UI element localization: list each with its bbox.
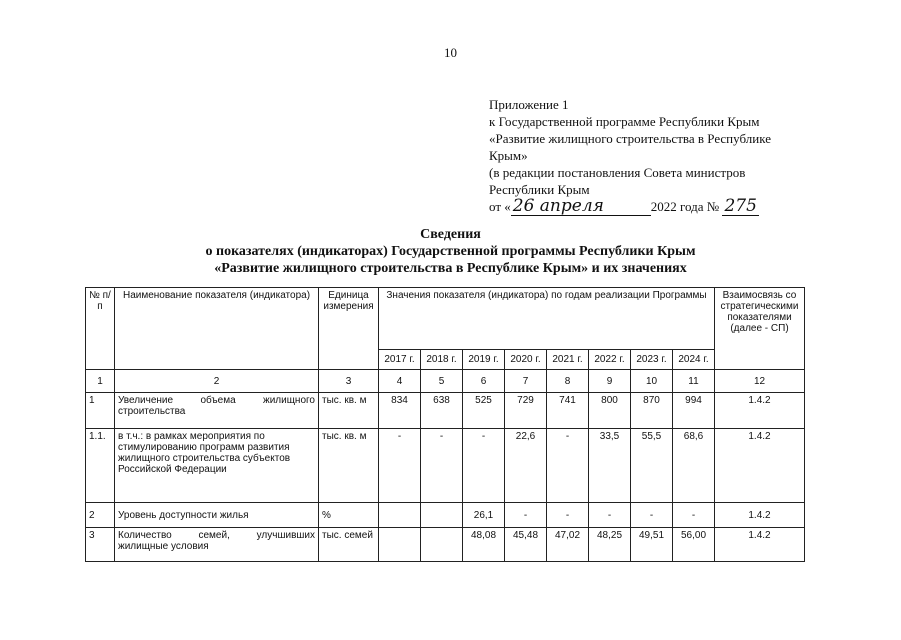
column-number: 9 bbox=[589, 370, 631, 393]
date-suffix: 2022 года № bbox=[650, 199, 720, 214]
value-cell: 68,6 bbox=[673, 429, 715, 503]
value-cell: 994 bbox=[673, 393, 715, 429]
column-number: 5 bbox=[421, 370, 463, 393]
value-cell: 834 bbox=[379, 393, 421, 429]
value-cell: - bbox=[547, 429, 589, 503]
column-number: 2 bbox=[115, 370, 319, 393]
date-prefix: от « bbox=[489, 199, 511, 214]
row-name: в т.ч.: в рамках мероприятия по стимулированию программ развития жилищного строительства субъектов Российской Федерации bbox=[115, 429, 319, 503]
appendix-line: Приложение 1 bbox=[489, 97, 569, 112]
column-number: 8 bbox=[547, 370, 589, 393]
year-cell: 2018 г. bbox=[421, 350, 463, 370]
value-cell: 49,51 bbox=[631, 528, 673, 562]
column-number: 11 bbox=[673, 370, 715, 393]
value-cell: 56,00 bbox=[673, 528, 715, 562]
value-cell: 33,5 bbox=[589, 429, 631, 503]
year-cell: 2024 г. bbox=[673, 350, 715, 370]
year-cell: 2020 г. bbox=[505, 350, 547, 370]
appendix-line: к Государственной программе Республики Крым bbox=[489, 114, 760, 129]
value-cell: - bbox=[505, 503, 547, 528]
column-number: 7 bbox=[505, 370, 547, 393]
value-cell: 48,08 bbox=[463, 528, 505, 562]
row-name: Уровень доступности жилья bbox=[115, 503, 319, 528]
header-unit: Единица измерения bbox=[319, 288, 379, 370]
year-cell: 2023 г. bbox=[631, 350, 673, 370]
value-cell: - bbox=[547, 503, 589, 528]
value-cell bbox=[421, 503, 463, 528]
table-row bbox=[86, 503, 805, 528]
value-cell: 741 bbox=[547, 393, 589, 429]
value-cell: 45,48 bbox=[505, 528, 547, 562]
row-name: Увеличение объема жилищного строительства bbox=[115, 393, 319, 429]
table-row bbox=[86, 528, 805, 562]
value-cell: 48,25 bbox=[589, 528, 631, 562]
year-cell: 2022 г. bbox=[589, 350, 631, 370]
value-cell: - bbox=[631, 503, 673, 528]
column-number: 4 bbox=[379, 370, 421, 393]
year-cell: 2021 г. bbox=[547, 350, 589, 370]
row-unit: тыс. кв. м bbox=[319, 393, 379, 429]
row-num: 1 bbox=[86, 393, 115, 429]
handwritten-date: 26 апреля bbox=[511, 198, 651, 216]
page-number: 10 bbox=[444, 45, 457, 60]
value-cell: 47,02 bbox=[547, 528, 589, 562]
header-values: Значения показателя (индикатора) по годам реализации Программы bbox=[379, 288, 715, 350]
value-cell: 22,6 bbox=[505, 429, 547, 503]
appendix-line: Крым» bbox=[489, 148, 528, 163]
row-num: 3 bbox=[86, 528, 115, 562]
row-num: 2 bbox=[86, 503, 115, 528]
value-cell: 55,5 bbox=[631, 429, 673, 503]
column-number: 6 bbox=[463, 370, 505, 393]
value-cell: - bbox=[589, 503, 631, 528]
value-cell: - bbox=[421, 429, 463, 503]
appendix-block bbox=[489, 96, 789, 216]
value-cell bbox=[379, 503, 421, 528]
row-unit: тыс. семей bbox=[319, 528, 379, 562]
handwritten-number: 275 bbox=[724, 196, 757, 216]
table-row bbox=[86, 429, 805, 503]
title-line: Сведения bbox=[420, 227, 481, 242]
appendix-line: (в редакции постановления Совета министров bbox=[489, 165, 746, 180]
indicators-table bbox=[85, 287, 805, 562]
row-link: 1.4.2 bbox=[715, 393, 805, 429]
value-cell: 729 bbox=[505, 393, 547, 429]
row-unit: тыс. кв. м bbox=[319, 429, 379, 503]
title-line: «Развитие жилищного строительства в Республике Крым» и их значениях bbox=[214, 261, 687, 276]
row-link: 1.4.2 bbox=[715, 429, 805, 503]
value-cell: - bbox=[379, 429, 421, 503]
value-cell bbox=[379, 528, 421, 562]
year-cell: 2019 г. bbox=[463, 350, 505, 370]
appendix-date-line bbox=[489, 198, 789, 216]
appendix-line: «Развитие жилищного строительства в Республике bbox=[489, 131, 771, 146]
column-number: 1 bbox=[86, 370, 115, 393]
column-number: 3 bbox=[319, 370, 379, 393]
value-cell bbox=[421, 528, 463, 562]
value-cell: 525 bbox=[463, 393, 505, 429]
row-unit: % bbox=[319, 503, 379, 528]
document-title bbox=[0, 226, 901, 277]
year-cell: 2017 г. bbox=[379, 350, 421, 370]
value-cell: 800 bbox=[589, 393, 631, 429]
value-cell: 870 bbox=[631, 393, 673, 429]
header-num: № п/п bbox=[86, 288, 115, 370]
value-cell: - bbox=[463, 429, 505, 503]
row-link: 1.4.2 bbox=[715, 503, 805, 528]
row-num: 1.1. bbox=[86, 429, 115, 503]
column-number: 10 bbox=[631, 370, 673, 393]
value-cell: - bbox=[673, 503, 715, 528]
header-link: Взаимосвязь со стратегическими показателями (далее - СП) bbox=[715, 288, 805, 370]
title-line: о показателях (индикаторах) Государственной программы Республики Крым bbox=[205, 244, 696, 259]
row-name: Количество семей, улучшивших жилищные условия bbox=[115, 528, 319, 562]
column-number: 12 bbox=[715, 370, 805, 393]
table-row bbox=[86, 393, 805, 429]
value-cell: 638 bbox=[421, 393, 463, 429]
header-name: Наименование показателя (индикатора) bbox=[115, 288, 319, 370]
appendix-line: Республики Крым bbox=[489, 182, 590, 197]
value-cell: 26,1 bbox=[463, 503, 505, 528]
row-link: 1.4.2 bbox=[715, 528, 805, 562]
